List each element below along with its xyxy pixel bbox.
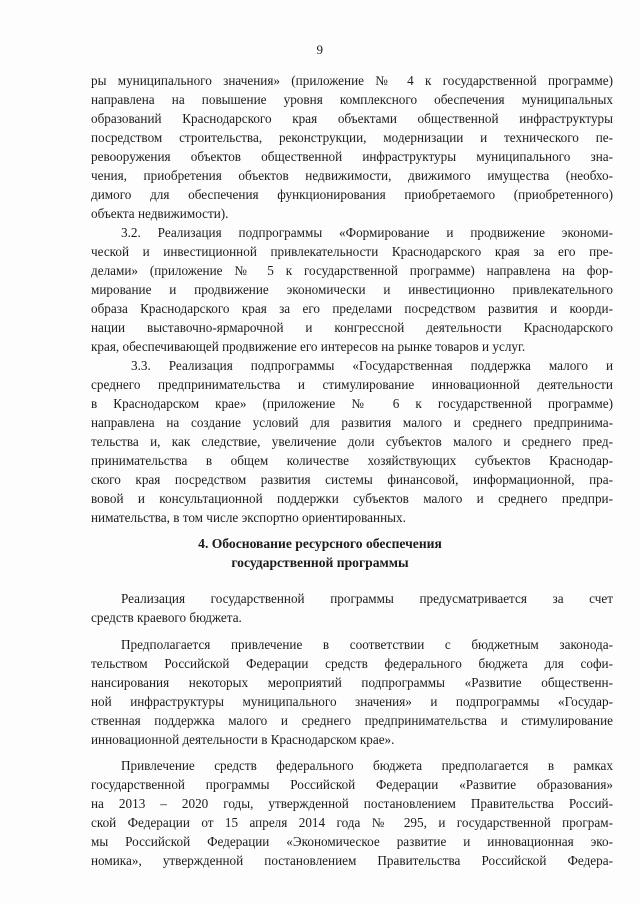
text-line: 3.2. Реализация подпрограммы «Формирование и продвижение экономи- <box>121 225 613 240</box>
section-heading-line-2: государственной программы <box>231 555 409 570</box>
text-line: инновационной деятельности в Краснодарском крае». <box>91 732 395 747</box>
text-line: среднего предпринимательства и стимулирование инновационной деятельности <box>91 377 613 392</box>
text-line: ревооружения объектов общественной инфраструктуры муниципального зна- <box>91 149 613 164</box>
text-line: Привлечение средств федерального бюджета предполагается в рамках <box>121 758 613 773</box>
text-line: тельства и, как следствие, увеличение доли субъектов малого и среднего пред- <box>91 434 613 449</box>
text-line: в Краснодарском крае» (приложение № 6 к государственной программе) <box>91 396 613 411</box>
text-line: Реализация государственной программы предусматривается за счет <box>121 591 613 606</box>
text-line: нансирования некоторых мероприятий подпрограммы «Развитие общественн- <box>91 675 613 690</box>
text-line: направлена на создание условий для развития малого и среднего предпринима- <box>91 415 613 430</box>
text-line: ской Федерации от 15 апреля 2014 года № 295, и государственной програм- <box>91 815 613 830</box>
page-number: 9 <box>316 42 324 57</box>
text-line: мирование и продвижение экономически и инвестиционно привлекательного <box>91 282 613 297</box>
text-line: ной инфраструктуры муниципального значения» и подпрограммы «Государ- <box>91 694 613 709</box>
text-line: посредством строительства, реконструкции, модернизации и технического пе- <box>91 130 613 145</box>
text-line: ческой и инвестиционной привлекательности Краснодарского края за его пре- <box>91 244 613 259</box>
text-line: нации выставочно-ярмарочной и конгрессной деятельности Краснодарского <box>91 320 613 335</box>
text-line: направлена на повышение уровня комплексного обеспечения муниципальных <box>91 92 613 107</box>
text-line: Предполагается привлечение в соответствии с бюджетным законода- <box>121 637 613 652</box>
text-line: ского края посредством развития системы финансовой, информационной, пра- <box>91 472 613 487</box>
text-line: 3.3. Реализация подпрограммы «Государственная поддержка малого и <box>131 358 613 373</box>
text-line: ры муниципального значения» (приложение № 4 к государственной программе) <box>91 73 613 88</box>
text-line: чения, приобретения объектов недвижимости, движимого имущества (необхо- <box>91 168 613 183</box>
text-line: ственная поддержка малого и среднего предпринимательства и стимулирование <box>91 713 613 728</box>
text-line: государственной программы Российской Федерации «Развитие образования» <box>91 777 613 792</box>
text-line: средств краевого бюджета. <box>91 610 242 625</box>
text-line: образа Краснодарского края за его пределами посредством развития и коорди- <box>91 301 613 316</box>
text-line: тельством Российской Федерации средств федерального бюджета для софи- <box>91 656 613 671</box>
text-line: принимательства в общем количестве хозяйствующих субъектов Краснодар- <box>91 453 613 468</box>
text-line: делами» (приложение № 5 к государственной программе) направлена на фор- <box>91 263 613 278</box>
section-heading-line-1: 4. Обоснование ресурсного обеспечения <box>198 536 442 551</box>
text-line: вовой и консультационной поддержки субъектов малого и среднего предпри- <box>91 491 613 506</box>
text-line: нимательства, в том числе экспортно ориентированных. <box>91 510 406 525</box>
text-line: номика», утвержденной постановлением Правительства Российской Федера- <box>91 853 613 868</box>
text-line: образований Краснодарского края объектами общественной инфраструктуры <box>91 111 613 126</box>
text-line: объекта недвижимости). <box>91 206 229 221</box>
text-line: димого для обеспечения функционирования приобретаемого (приобретенного) <box>91 187 613 202</box>
text-line: на 2013 – 2020 годы, утвержденной постановлением Правительства Россий- <box>91 796 613 811</box>
text-line: края, обеспечивающей продвижение его интересов на рынке товаров и услуг. <box>91 339 526 354</box>
text-line: мы Российской Федерации «Экономическое развитие и инновационная эко- <box>91 834 613 849</box>
